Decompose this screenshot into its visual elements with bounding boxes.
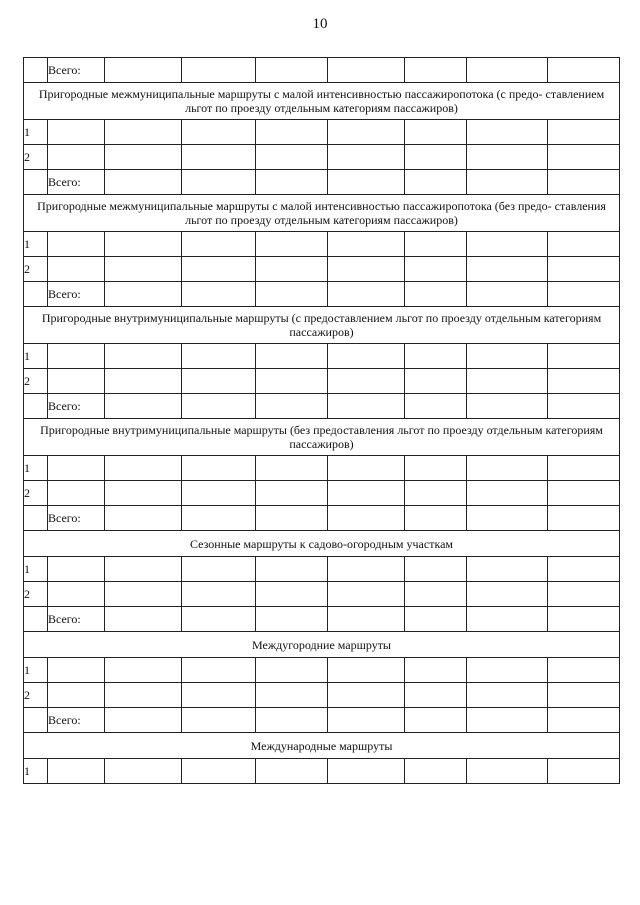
table-cell	[405, 394, 467, 419]
table-cell	[405, 232, 467, 257]
table-cell	[256, 683, 328, 708]
table-cell	[548, 607, 620, 632]
total-label: Всего:	[48, 506, 105, 531]
section-title: Пригородные межмуниципальные маршруты с малой интенсивностью пассажиропотока (с предо- ставлением льгот по проезду отдельным категориям пассажиров)	[24, 83, 620, 120]
table-cell	[182, 481, 256, 506]
row-number: 2	[24, 683, 48, 708]
table-cell	[182, 607, 256, 632]
table-row-total	[24, 170, 620, 195]
section-title: Пригородные внутримуниципальные маршруты (без предоставления льгот по проезду отдельным категориям пассажиров)	[24, 419, 620, 456]
table-cell	[467, 232, 548, 257]
table-cell	[48, 481, 105, 506]
table-cell	[467, 120, 548, 145]
total-label: Всего:	[48, 58, 105, 83]
table-cell	[105, 759, 182, 784]
table-cell	[256, 759, 328, 784]
table-cell	[328, 658, 405, 683]
table-cell	[105, 145, 182, 170]
table-cell	[467, 257, 548, 282]
table-cell	[182, 282, 256, 307]
table-cell	[256, 582, 328, 607]
table-cell	[548, 557, 620, 582]
table-cell	[105, 708, 182, 733]
section-title: Междугородние маршруты	[24, 632, 620, 658]
table-cell	[256, 481, 328, 506]
table-cell	[328, 257, 405, 282]
table-cell	[105, 58, 182, 83]
table-cell	[405, 759, 467, 784]
table-cell	[548, 759, 620, 784]
table-cell	[548, 394, 620, 419]
table-cell	[467, 394, 548, 419]
table-cell	[105, 394, 182, 419]
section-header-row	[24, 632, 620, 658]
table-cell	[48, 658, 105, 683]
table-cell	[48, 145, 105, 170]
table-cell	[48, 257, 105, 282]
table-cell	[105, 582, 182, 607]
table-cell	[24, 58, 48, 83]
table-cell	[105, 120, 182, 145]
table-row-total	[24, 58, 620, 83]
table-cell	[548, 369, 620, 394]
table-cell	[548, 456, 620, 481]
section-title: Пригородные межмуниципальные маршруты с малой интенсивностью пассажиропотока (без предо- ставления льгот по проезду отдельным категориям пассажиров)	[24, 195, 620, 232]
total-label: Всего:	[48, 170, 105, 195]
table-cell	[328, 481, 405, 506]
table-row	[24, 582, 620, 607]
table-cell	[256, 394, 328, 419]
table-cell	[24, 170, 48, 195]
table-cell	[182, 582, 256, 607]
table-cell	[548, 506, 620, 531]
table-cell	[405, 170, 467, 195]
table-cell	[105, 607, 182, 632]
routes-table	[23, 57, 620, 784]
table-cell	[328, 120, 405, 145]
table-row	[24, 557, 620, 582]
table-cell	[467, 557, 548, 582]
table-cell	[467, 481, 548, 506]
table-cell	[256, 607, 328, 632]
table-cell	[256, 58, 328, 83]
table-cell	[182, 658, 256, 683]
table-cell	[256, 708, 328, 733]
table-cell	[182, 708, 256, 733]
table-cell	[182, 58, 256, 83]
table-cell	[24, 282, 48, 307]
table-cell	[328, 708, 405, 733]
table-cell	[328, 582, 405, 607]
table-cell	[256, 344, 328, 369]
table-row	[24, 344, 620, 369]
table-row	[24, 759, 620, 784]
table-cell	[328, 344, 405, 369]
table-cell	[256, 658, 328, 683]
table-cell	[467, 145, 548, 170]
table-cell	[467, 58, 548, 83]
row-number: 2	[24, 481, 48, 506]
section-title: Международные маршруты	[24, 733, 620, 759]
table-cell	[182, 506, 256, 531]
table-cell	[405, 683, 467, 708]
table-cell	[548, 58, 620, 83]
table-cell	[256, 557, 328, 582]
table-cell	[24, 506, 48, 531]
table-row	[24, 683, 620, 708]
table-cell	[328, 282, 405, 307]
section-header-row	[24, 531, 620, 557]
table-cell	[548, 232, 620, 257]
table-cell	[256, 257, 328, 282]
table-cell	[328, 683, 405, 708]
table-cell	[182, 394, 256, 419]
total-label: Всего:	[48, 708, 105, 733]
table-cell	[405, 120, 467, 145]
row-number: 1	[24, 120, 48, 145]
table-row-total	[24, 607, 620, 632]
table-cell	[548, 658, 620, 683]
table-cell	[467, 708, 548, 733]
row-number: 1	[24, 456, 48, 481]
total-label: Всего:	[48, 282, 105, 307]
table-cell	[328, 557, 405, 582]
row-number: 1	[24, 759, 48, 784]
table-cell	[256, 232, 328, 257]
table-cell	[405, 582, 467, 607]
table-cell	[328, 456, 405, 481]
table-cell	[548, 344, 620, 369]
table-cell	[467, 759, 548, 784]
table-cell	[256, 282, 328, 307]
table-cell	[182, 344, 256, 369]
table-cell	[467, 282, 548, 307]
table-cell	[467, 607, 548, 632]
table-cell	[328, 58, 405, 83]
table-row-total	[24, 282, 620, 307]
section-title: Сезонные маршруты к садово-огородным участкам	[24, 531, 620, 557]
table-cell	[548, 582, 620, 607]
table-cell	[105, 683, 182, 708]
table-cell	[328, 170, 405, 195]
table-cell	[548, 708, 620, 733]
table-cell	[548, 120, 620, 145]
section-header-row	[24, 733, 620, 759]
table-cell	[405, 58, 467, 83]
table-cell	[405, 145, 467, 170]
section-header-row	[24, 419, 620, 456]
table-row-total	[24, 708, 620, 733]
table-cell	[105, 456, 182, 481]
table-cell	[24, 394, 48, 419]
table-cell	[328, 145, 405, 170]
table-cell	[405, 708, 467, 733]
table-cell	[548, 257, 620, 282]
table-cell	[467, 456, 548, 481]
table-row	[24, 658, 620, 683]
table-cell	[48, 232, 105, 257]
table-cell	[405, 456, 467, 481]
table-cell	[182, 557, 256, 582]
table-cell	[24, 708, 48, 733]
table-cell	[105, 369, 182, 394]
table-cell	[182, 456, 256, 481]
table-cell	[405, 658, 467, 683]
table-cell	[256, 145, 328, 170]
table-row-total	[24, 394, 620, 419]
table-cell	[48, 557, 105, 582]
table-cell	[24, 607, 48, 632]
section-header-row	[24, 307, 620, 344]
table-cell	[182, 170, 256, 195]
table-cell	[405, 369, 467, 394]
table-cell	[328, 506, 405, 531]
table-cell	[182, 257, 256, 282]
table-cell	[405, 481, 467, 506]
table-cell	[105, 257, 182, 282]
table-cell	[182, 145, 256, 170]
table-row-total	[24, 506, 620, 531]
table-cell	[48, 120, 105, 145]
table-cell	[405, 607, 467, 632]
table-cell	[467, 369, 548, 394]
table-cell	[256, 120, 328, 145]
table-cell	[256, 369, 328, 394]
page-number: 10	[312, 16, 328, 32]
table-row	[24, 232, 620, 257]
table-cell	[405, 282, 467, 307]
table-cell	[548, 145, 620, 170]
table-cell	[48, 456, 105, 481]
table-cell	[467, 683, 548, 708]
table-cell	[256, 506, 328, 531]
table-cell	[256, 456, 328, 481]
total-label: Всего:	[48, 394, 105, 419]
table-cell	[548, 481, 620, 506]
row-number: 2	[24, 257, 48, 282]
table-row	[24, 257, 620, 282]
table-cell	[105, 232, 182, 257]
row-number: 2	[24, 369, 48, 394]
row-number: 2	[24, 582, 48, 607]
table-cell	[48, 582, 105, 607]
row-number: 1	[24, 232, 48, 257]
table-cell	[105, 282, 182, 307]
table-cell	[467, 506, 548, 531]
table-cell	[105, 557, 182, 582]
table-cell	[256, 170, 328, 195]
table-row	[24, 145, 620, 170]
table-cell	[467, 658, 548, 683]
table-cell	[548, 170, 620, 195]
section-header-row	[24, 195, 620, 232]
table-cell	[182, 759, 256, 784]
table-cell	[48, 759, 105, 784]
table-cell	[328, 607, 405, 632]
table-cell	[105, 170, 182, 195]
table-row	[24, 481, 620, 506]
table-cell	[105, 506, 182, 531]
table-cell	[48, 683, 105, 708]
table-cell	[105, 481, 182, 506]
table-cell	[467, 170, 548, 195]
table-cell	[328, 369, 405, 394]
table-cell	[405, 506, 467, 531]
row-number: 1	[24, 557, 48, 582]
table-cell	[328, 759, 405, 784]
section-title: Пригородные внутримуниципальные маршруты (с предоставлением льгот по проезду отдельным категориям пассажиров)	[24, 307, 620, 344]
table-cell	[328, 394, 405, 419]
table-cell	[405, 257, 467, 282]
table-row	[24, 120, 620, 145]
table-cell	[467, 582, 548, 607]
table-cell	[105, 658, 182, 683]
total-label: Всего:	[48, 607, 105, 632]
table-cell	[48, 369, 105, 394]
table-cell	[548, 282, 620, 307]
table-cell	[548, 683, 620, 708]
table-cell	[182, 369, 256, 394]
table-cell	[182, 120, 256, 145]
table-cell	[182, 683, 256, 708]
row-number: 1	[24, 658, 48, 683]
table-cell	[467, 344, 548, 369]
table-cell	[182, 232, 256, 257]
table-row	[24, 369, 620, 394]
row-number: 1	[24, 344, 48, 369]
table-cell	[405, 557, 467, 582]
table-cell	[48, 344, 105, 369]
table-cell	[105, 344, 182, 369]
table-cell	[405, 344, 467, 369]
table-cell	[328, 232, 405, 257]
table-row	[24, 456, 620, 481]
row-number: 2	[24, 145, 48, 170]
section-header-row	[24, 83, 620, 120]
